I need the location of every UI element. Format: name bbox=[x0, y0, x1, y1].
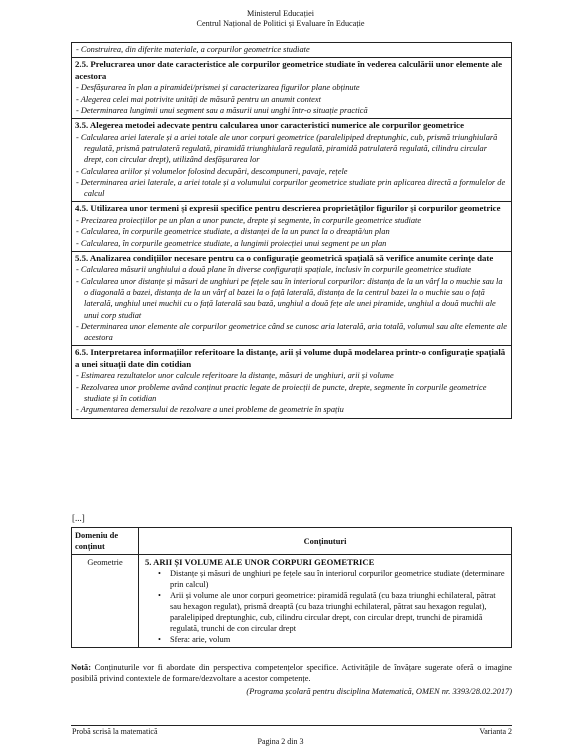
list-item: - Rezolvarea unor probleme având conținut practic legate de proiecții de puncte, drepte, segmente în corpurile geometrice studiate și în cotidian bbox=[76, 382, 487, 404]
table-cell bbox=[72, 43, 512, 58]
note-paragraph bbox=[71, 662, 512, 684]
table-row bbox=[72, 43, 512, 58]
table-header-row bbox=[72, 528, 512, 555]
footer-exam-name: Probă scrisă la matematică bbox=[72, 727, 158, 736]
table-row bbox=[72, 555, 512, 648]
table-cell bbox=[72, 202, 512, 251]
competencies-table bbox=[71, 42, 512, 419]
ellipsis-marker: [...] bbox=[72, 513, 85, 523]
table-cell bbox=[72, 251, 512, 346]
table-row bbox=[72, 119, 512, 202]
list-item: - Estimarea rezultatelor unor calcule referitoare la distanțe, măsuri de unghiuri, arii și volume bbox=[76, 371, 394, 381]
bullet-icon: • bbox=[158, 635, 161, 644]
section-title: 6.5. Interpretarea informațiilor referitoare la distanțe, arii și volume după modelarea printr-o configurație spațială a unei situații date din cotidian bbox=[75, 347, 506, 369]
list-item: - Determinarea lungimii unui segment sau a măsurii unui unghi într-o situație practică bbox=[76, 105, 368, 115]
list-item bbox=[158, 590, 508, 634]
list-item: - Determinarea unor elemente ale corpurilor geometrice când se cunosc aria laterală, aria totală, volumul sau alte elemente ale acestora bbox=[76, 321, 507, 343]
list-item: - Precizarea proiecțiilor pe un plan a unor puncte, drepte și segmente, în corpurile geometrice studiate bbox=[76, 215, 422, 225]
footer-variant: Varianta 2 bbox=[479, 727, 512, 736]
contents-cell bbox=[139, 555, 512, 648]
domain-cell: Geometrie bbox=[72, 555, 139, 648]
table-row bbox=[72, 346, 512, 418]
table-row bbox=[72, 202, 512, 251]
note-label: Notă: bbox=[71, 663, 92, 672]
table-row bbox=[72, 251, 512, 346]
table-cell bbox=[72, 346, 512, 418]
contents-list bbox=[142, 568, 508, 645]
contents-table bbox=[71, 527, 512, 648]
list-item: - Desfășurarea în plan a piramidei/prismei și caracterizarea figurilor plane obținute bbox=[76, 83, 360, 93]
section-title: 5.5. Analizarea condițiilor necesare pentru ca o configurație geometrică spațială să verifice anumite cerințe date bbox=[75, 252, 494, 263]
table-cell bbox=[72, 58, 512, 119]
section-title: 3.5. Alegerea metodei adecvate pentru calcularea unor caracteristici numerice ale corpurilor geometrice bbox=[75, 120, 464, 131]
center-name: Centrul Național de Politici și Evaluare în Educație bbox=[196, 19, 365, 28]
list-item: - Determinarea ariei laterale, a ariei totale și a volumului corpurilor geometrice studiate prin aplicarea directă a formulelor de calcul bbox=[76, 177, 506, 199]
list-item-text: Sfera: arie, volum bbox=[170, 635, 231, 644]
page-number: Pagina 2 din 3 bbox=[257, 737, 304, 746]
column-header-contents: Conținuturi bbox=[139, 528, 512, 555]
list-item: - Calcularea ariilor și volumelor folosind decupări, descompuneri, pavaje, rețele bbox=[76, 166, 348, 176]
list-item bbox=[158, 568, 508, 590]
note-text: Conținuturile vor fi abordate din perspectiva competențelor specifice. Activitățile de învățare sugerate oferă o imagine posibilă privind contextele de formare/dezvoltare a acestor competențe. bbox=[71, 663, 512, 683]
list-item: - Calcularea, în corpurile geometrice studiate, a lungimii proiecției unui segment pe un plan bbox=[76, 238, 387, 248]
footer-divider bbox=[71, 725, 512, 726]
list-item: - Calcularea ariei laterale și a ariei totale ale unor corpuri geometrice (paralelipiped dreptunghic, cub, prismă triunghiulară regulată, prismă patrulateră regulată, piramidă triunghiulară regulată, piramidă patrulateră regulată, cilindru circular drept, con circular drept), utilizând desfășurarea lor bbox=[76, 132, 498, 165]
section-title: 4.5. Utilizarea unor termeni și expresii specifice pentru descrierea proprietăților figurilor și corpurilor geometrice bbox=[75, 203, 501, 214]
page-header bbox=[0, 9, 561, 29]
list-item bbox=[158, 634, 508, 645]
list-item-text: Distanțe și măsuri de unghiuri pe fețele sau în interiorul corpurilor geometrice studiate (determinare prin calcul) bbox=[170, 569, 505, 589]
list-item: - Alegerea celei mai potrivite unități de măsură pentru un anumit context bbox=[76, 94, 321, 104]
list-item: - Construirea, din diferite materiale, a corpurilor geometrice studiate bbox=[76, 45, 310, 54]
list-item-text: Arii și volume ale unor corpuri geometrice: piramidă regulată (cu baza triunghi echilateral, pătrat sau hexagon regulat), prismă dreaptă (cu baza triunghi echilateral, pătrat sau hexagon regulat), paralelipiped dreptunghic, cub, cilindru circular drept, con circular drept, trunchi de piramidă regulată, trunchi de con circular drept bbox=[170, 591, 496, 633]
ministry-name: Ministerul Educației bbox=[246, 9, 315, 18]
column-header-domain: Domeniu de conținut bbox=[72, 528, 139, 555]
list-item: - Calcularea măsurii unghiului a două plane în diverse configurații spațiale, inclusiv în corpurile geometrice studiate bbox=[76, 265, 472, 275]
list-item: - Calcularea, în corpurile geometrice studiate, a distanței de la un punct la o dreaptă/un plan bbox=[76, 227, 390, 237]
bullet-icon: • bbox=[158, 569, 161, 578]
list-item: - Calcularea unor distanțe și măsuri de unghiuri pe fețele sau în interiorul corpurilor: distanța de la un vârf la o muchie sau la o diagonală a bazei, distanța de la un vârf al bazei la o față laterală, distanța de la centrul bazei la o muchie sau o față laterală, unghiul unei muchii cu o față laterală sau bază, unghiul a două fețe ale unei piramide, unghiul a două muchii ale unui corp studiat bbox=[76, 276, 503, 320]
source-citation: (Programa școlară pentru disciplina Matematică, OMEN nr. 3393/28.02.2017) bbox=[246, 687, 512, 696]
bullet-icon: • bbox=[158, 591, 161, 600]
list-item: - Argumentarea demersului de rezolvare a unei probleme de geometrie în spațiu bbox=[76, 405, 344, 415]
contents-section-title: 5. ARII ȘI VOLUME ALE UNOR CORPURI GEOMETRICE bbox=[145, 557, 375, 567]
section-title: 2.5. Prelucrarea unor date caracteristice ale corpurilor geometrice studiate în vederea calculării unor elemente ale acestora bbox=[75, 59, 503, 81]
table-row bbox=[72, 58, 512, 119]
table-cell bbox=[72, 119, 512, 202]
